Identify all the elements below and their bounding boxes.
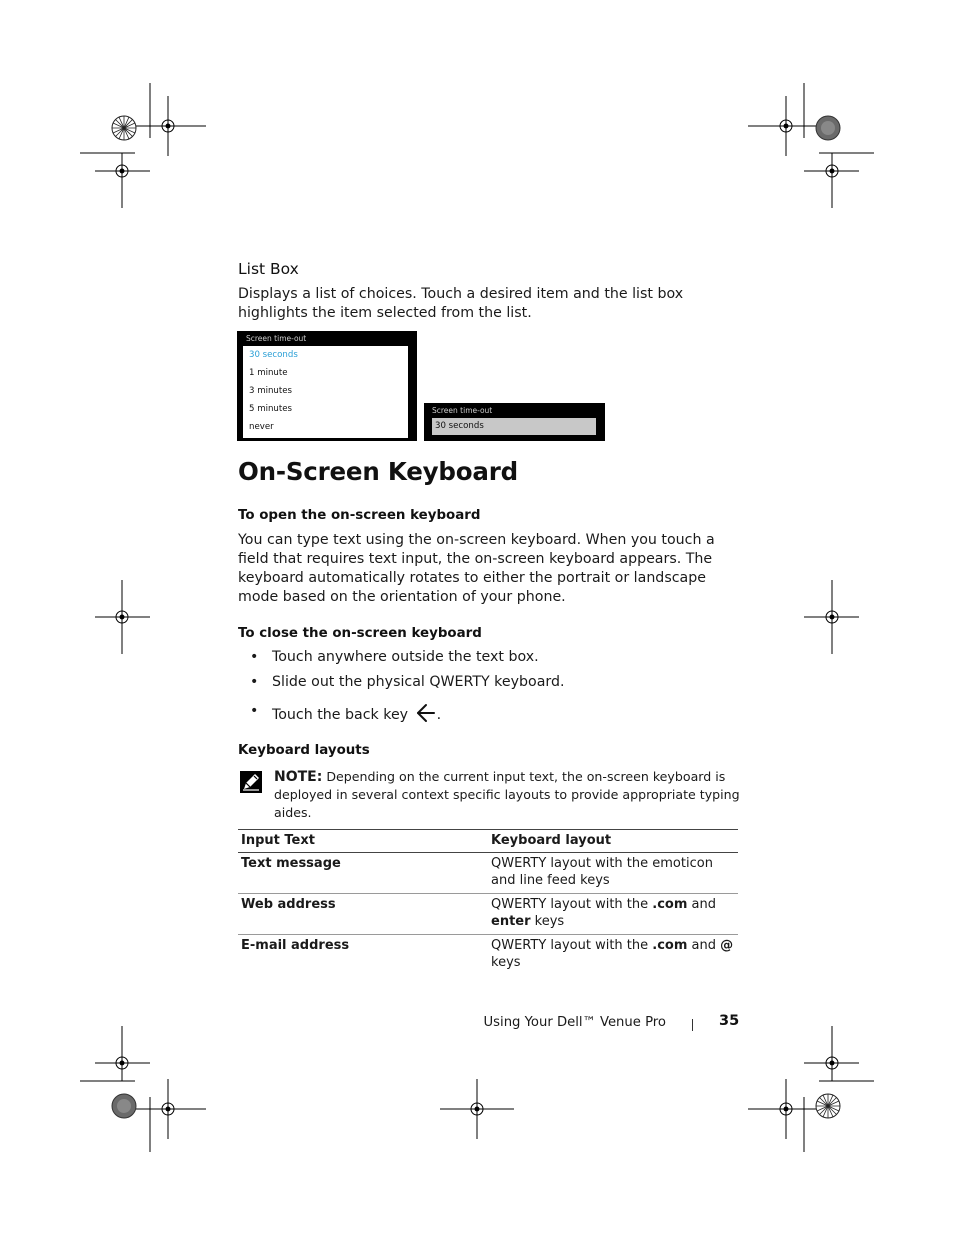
- table-row: [238, 893, 738, 934]
- page-number: 35: [719, 1013, 740, 1029]
- list-box-caption: Screen time-out: [432, 406, 493, 415]
- table-row: [238, 934, 738, 975]
- section-title: On-Screen Keyboard: [238, 457, 518, 486]
- list-box-description: Displays a list of choices. Touch a desired item and the list box highlights the item selected from the list.: [238, 286, 684, 321]
- pencil-note-icon: [240, 771, 262, 793]
- footer-separator: [692, 1019, 693, 1031]
- table-row: [238, 852, 738, 893]
- list-item[interactable]: 5 minutes: [249, 404, 292, 414]
- table-cell-input: E-mail address: [241, 937, 350, 953]
- list-box-collapsed-screenshot: [424, 403, 605, 441]
- table-cell-layout: QWERTY layout with the .com and @ keys: [491, 937, 734, 970]
- list-item[interactable]: 1 minute: [249, 368, 288, 378]
- list-box-value: 30 seconds: [435, 421, 484, 431]
- table-cell-layout: QWERTY layout with the emoticon and line feed keys: [488, 852, 738, 893]
- list-box-options: [243, 346, 408, 438]
- table-cell-layout: QWERTY layout with the .com and enter keys: [488, 893, 738, 934]
- note-label: NOTE:: [274, 769, 323, 785]
- list-box-heading: List Box: [238, 260, 299, 278]
- note-text: Depending on the current input text, the on-screen keyboard is deployed in several context specific layouts to provide appropriate typing aides.: [274, 769, 740, 820]
- list-item[interactable]: 3 minutes: [249, 386, 292, 396]
- table-cell-input: Web address: [238, 893, 488, 934]
- list-box-field[interactable]: [432, 418, 596, 435]
- note-text-block: [274, 768, 744, 821]
- table-header-row: [238, 830, 738, 853]
- close-keyboard-heading: To close the on-screen keyboard: [238, 626, 482, 641]
- table-header: Keyboard layout: [488, 830, 738, 853]
- keyboard-layouts-heading: Keyboard layouts: [238, 743, 370, 758]
- table-header: Input Text: [238, 830, 488, 853]
- back-arrow-icon: [415, 703, 437, 723]
- table-cell-input: Text message: [238, 852, 488, 893]
- list-box-expanded-screenshot: [237, 331, 417, 441]
- list-box-caption: Screen time-out: [246, 334, 307, 343]
- list-item[interactable]: never: [249, 422, 274, 432]
- open-keyboard-text: You can type text using the on-screen keyboard. When you touch a field that requires text input, the on-screen keyboard appears. The keyboard automatically rotates to either the portrait or landscape mode based on the orientation of your phone.: [238, 532, 715, 605]
- footer-text: Using Your Dell™ Venue Pro: [483, 1015, 666, 1030]
- list-item-selected[interactable]: 30 seconds: [249, 350, 298, 360]
- keyboard-layouts-table: [238, 829, 738, 975]
- open-keyboard-heading: To open the on-screen keyboard: [238, 508, 481, 523]
